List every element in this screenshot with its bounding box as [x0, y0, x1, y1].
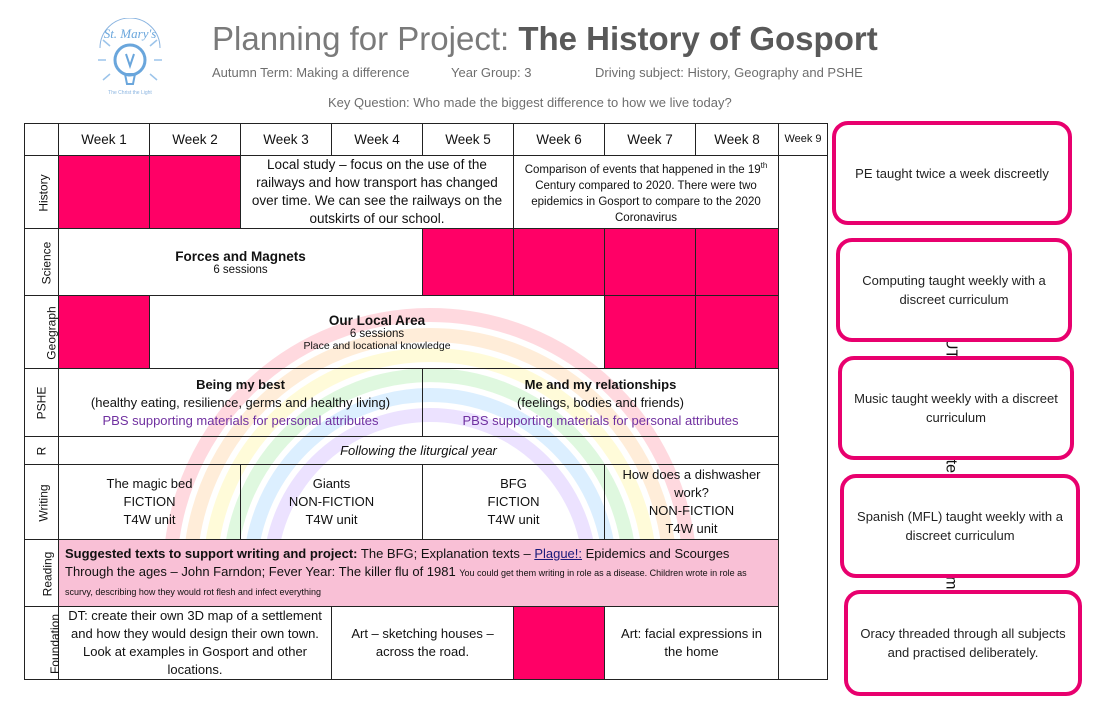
- row-label-geography: Geograph: [25, 296, 59, 369]
- writing-unit: The magic bed FICTION T4W unit: [59, 465, 241, 540]
- re-liturgical-year: Following the liturgical year: [59, 437, 779, 465]
- plague-link[interactable]: Plague!:: [534, 546, 583, 561]
- corner-cell: [25, 124, 59, 156]
- pe-card: PE taught twice a week discreetly: [832, 121, 1072, 225]
- row-label-history: History: [25, 156, 59, 229]
- foundation-art-expressions: Art: facial expressions in the home: [605, 607, 779, 680]
- music-card: Music taught weekly with a discreet curriculum: [838, 356, 1074, 460]
- oracy-card: Oracy threaded through all subjects and practised deliberately.: [844, 590, 1082, 696]
- computing-card: Computing taught weekly with a discreet curriculum: [836, 238, 1072, 342]
- history-comparison: Comparison of events that happened in the 19th Century compared to 2020. There were two epidemics in Gosport to compare to the 2020 Coronavirus: [514, 156, 779, 229]
- pshe-relationships: Me and my relationships (feelings, bodies and friends) PBS supporting materials for personal attributes: [423, 369, 779, 437]
- pshe-row: [25, 369, 828, 437]
- blocked-cell: [696, 296, 779, 369]
- geography-row: [25, 296, 828, 369]
- re-row: [25, 437, 828, 465]
- week-header: Week 8: [696, 124, 779, 156]
- blocked-cell: [59, 156, 150, 229]
- week-header: Week 7: [605, 124, 696, 156]
- row-label-foundation: Foundation: [25, 607, 59, 680]
- blocked-cell: [514, 607, 605, 680]
- blocked-cell: [696, 229, 779, 296]
- week-header: Week 9: [779, 124, 828, 156]
- reading-suggested-texts: Suggested texts to support writing and project: The BFG; Explanation texts – Plague!: Epidemics and Scourges Through the ages – John Farndon; Fever Year: The killer flu of 1981 You could get them writing in role as a disease. Children wrote in role as scurvy, describing how they would rot flesh and infect everything: [59, 540, 779, 607]
- row-label-re: R: [25, 437, 59, 465]
- year-group-label: Year Group: 3: [451, 65, 532, 80]
- pshe-being-my-best: Being my best (healthy eating, resilience, germs and healthy living) PBS supporting materials for personal attributes: [59, 369, 423, 437]
- row-label-writing: Writing: [25, 465, 59, 540]
- week-header: Week 4: [332, 124, 423, 156]
- driving-subject-label: Driving subject: History, Geography and PSHE: [595, 65, 863, 80]
- history-local-study: Local study – focus on the use of the railways and how transport has changed over time. We can see the railways on the outskirts of our school.: [241, 156, 514, 229]
- spanish-card: Spanish (MFL) taught weekly with a discreet curriculum: [840, 474, 1080, 578]
- week-header: Week 2: [150, 124, 241, 156]
- page-title: Planning for Project: The History of Gosport: [212, 20, 878, 57]
- svg-text:St. Mary's: St. Mary's: [103, 26, 157, 41]
- term-label: Autumn Term: Making a difference: [212, 65, 410, 80]
- writing-row: [25, 465, 828, 540]
- blocked-cell: [59, 296, 150, 369]
- school-logo: [92, 18, 168, 96]
- row-label-pshe: PSHE: [25, 369, 59, 437]
- week-header-row: [25, 124, 828, 156]
- blocked-cell: [605, 229, 696, 296]
- foundation-art-houses: Art – sketching houses – across the road.: [332, 607, 514, 680]
- history-row: [25, 156, 828, 229]
- planning-table: [24, 123, 828, 680]
- blocked-cell: [423, 229, 514, 296]
- week-header: Week 3: [241, 124, 332, 156]
- science-topic: Forces and Magnets 6 sessions: [59, 229, 423, 296]
- row-label-reading: Reading: [25, 540, 59, 607]
- svg-text:The Christ the Light: The Christ the Light: [108, 90, 152, 96]
- writing-unit: How does a dishwasher work? NON-FICTION T4W unit: [605, 465, 779, 540]
- reading-row: [25, 540, 828, 607]
- row-label-science: Science: [25, 229, 59, 296]
- science-row: [25, 229, 828, 296]
- writing-unit: BFG FICTION T4W unit: [423, 465, 605, 540]
- week-header: Week 6: [514, 124, 605, 156]
- week-header: Week 5: [423, 124, 514, 156]
- geography-topic: Our Local Area 6 sessions Place and locational knowledge: [150, 296, 605, 369]
- blocked-cell: [150, 156, 241, 229]
- foundation-dt: DT: create their own 3D map of a settlement and how they would design their own town. Look at examples in Gosport and other locations.: [59, 607, 332, 680]
- week-header: Week 1: [59, 124, 150, 156]
- blocked-cell: [605, 296, 696, 369]
- project-outcome: [779, 156, 828, 680]
- writing-unit: Giants NON-FICTION T4W unit: [241, 465, 423, 540]
- foundation-row: [25, 607, 828, 680]
- key-question: Key Question: Who made the biggest difference to how we live today?: [328, 95, 732, 110]
- blocked-cell: [514, 229, 605, 296]
